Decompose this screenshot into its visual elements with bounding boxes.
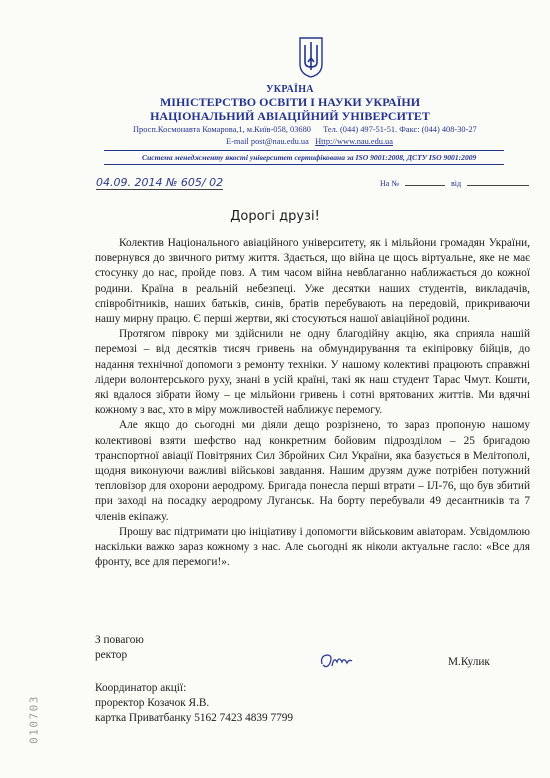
archive-stamp	[28, 685, 40, 755]
letterhead-phone: Тел. (044) 497-51-51. Факс: (044) 408-30-27	[323, 125, 477, 134]
reference-line	[380, 179, 529, 188]
letterhead-ministry: МІНІСТЕРСТВО ОСВІТИ І НАУКИ УКРАЇНИ	[159, 95, 421, 109]
letter-closing	[95, 633, 144, 663]
reference-from-label: від	[450, 179, 462, 188]
registration-handwritten: 04.09. 2014 № 605/ 02	[96, 176, 224, 189]
letterhead-country: УКРАЇНА	[266, 84, 314, 95]
letterhead-divider-bottom	[104, 164, 504, 165]
letter-paragraph: Колектив Національного авіаційного університету, як і мільйони громадян України, повернувся до звичного ритму життя. Здається, що війна це щось віртуальне, яке не має стосунку до нас, пройде повз. А тим часом війна невблаганно наближається до кожної родини. Країна в реальній небезпеці. Уже десятки наших студентів, викладачів, співробітників, наших батьків, синів, братів перебувають на передовій, прикриваючи нашу мирну працю. Є перші жертви, які стосуються нашої авіаційної родини.	[95, 237, 530, 326]
letterhead-address-line	[133, 125, 487, 134]
letter-paragraph: Прошу вас підтримати цю ініціативу і допомогти військовим авіаторам. Усвідомлюю наскільки важко зараз кожному з нас. Але сьогодні як ніколи актуальне гасло: «Все для фронту, все для перемоги!».	[95, 525, 530, 569]
letterhead-contacts	[226, 137, 393, 146]
letterhead-university: НАЦІОНАЛЬНИЙ АВІАЦІЙНИЙ УНІВЕРСИТЕТ	[150, 109, 430, 123]
coordinator-name: проректор Козачок Я.В.	[95, 697, 210, 710]
letterhead-address: Просп.Космонавта Комарова,1, м.Київ-058, 03680	[133, 125, 311, 134]
signer-name: М.Кулик	[448, 656, 490, 668]
letter-paragraph: Але якщо до сьогодні ми діяли дещо розрізнено, то зараз пропоную нашому колективові взяти шефство над конкретним бойовим підрозділом – 25 бригадою транспортної авіації Повітряних Сил Збройних Сил України, яка базується в Мелітополі, щодня виконуючи важливі військові завдання. Нашим друзям дуже потрібен потужний тепловізор для охорони аеродрому. Бригада понесла перші втрати – ІЛ-76, що був збитий при заході на посадку аеродрому Луганськ. На борту перебували 49 десантників та 7 членів екіпажу.	[95, 419, 530, 523]
coat-of-arms-icon	[298, 36, 324, 78]
closing-position: ректор	[95, 649, 128, 661]
reference-label: На №	[380, 179, 399, 188]
coordinator-card: картка Приватбанку 5162 7423 4839 7799	[95, 712, 294, 725]
coordinator-title: Координатор акції:	[95, 682, 187, 694]
coordinator-block	[95, 681, 293, 727]
letter-paragraph: Протягом півроку ми здійснили не одну благодійну акцію, яка сприяла нашій перемозі – від десятків тисяч гривень на обмундирування та екіпіровку бійців, до надання технічної допомоги з ремонту техніки. У нашому колективі працюють справжні лідери волонтерського руху, знані в усій країні, такі як наш студент Тарас Чмут. Кошти, які вдалося зібрати йому – це мільйони гривень і сотні врятованих життів. Ми вдячні кожному з вас, хто в міру можливостей наближує перемогу.	[95, 328, 530, 417]
letterhead-iso-note: Система менеджменту якості університет сертифікована за ISO 9001:2008, ДСТУ ISO 9001:2009	[142, 153, 477, 162]
handwritten-signature	[318, 650, 362, 672]
letter-body	[95, 236, 530, 570]
closing-regards: З повагою	[95, 634, 144, 646]
registration-number	[96, 176, 223, 190]
letterhead-email: E-mail post@nau.edu.ua	[226, 137, 309, 146]
reference-blank	[405, 185, 445, 186]
letter-greeting: Дорогі друзі!	[230, 209, 320, 224]
reference-date-blank	[467, 185, 529, 186]
letterhead-website-link[interactable]: Http://www.nau.edu.ua	[315, 137, 393, 146]
letterhead-divider-top	[104, 150, 504, 151]
archive-stamp-number: 010703	[27, 695, 41, 744]
